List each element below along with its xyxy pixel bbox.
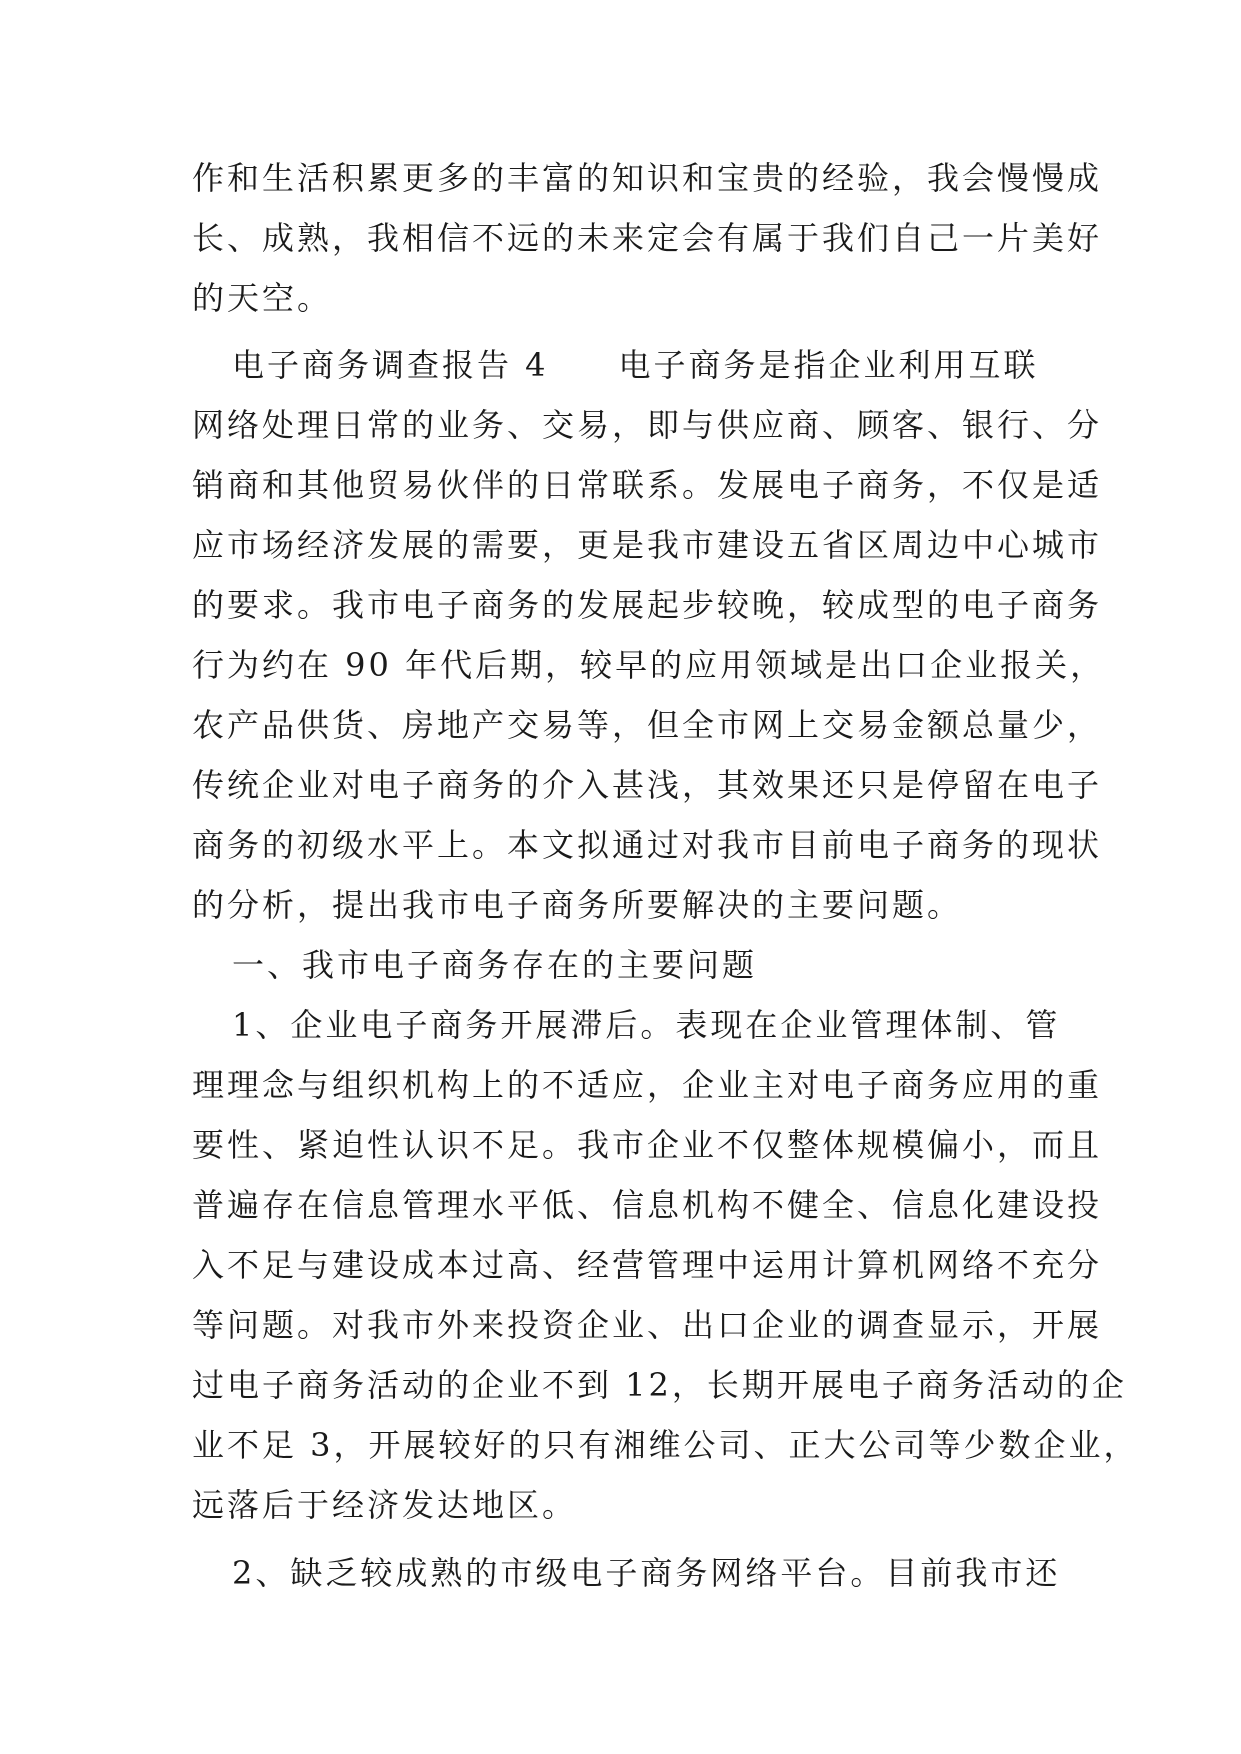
paragraph-line: 等问题。对我市外来投资企业、出口企业的调查显示，开展 [192,1306,1103,1344]
body-text [192,148,1139,1603]
paragraph-line: 的要求。我市电子商务的发展起步较晚，较成型的电子商务 [192,586,1103,624]
paragraph-line: 销商和其他贸易伙伴的日常联系。发展电子商务，不仅是适 [192,466,1103,504]
paragraph-line: 商务的初级水平上。本文拟通过对我市目前电子商务的现状 [192,826,1103,864]
paragraph-line: 传统企业对电子商务的介入甚浅，其效果还只是停留在电子 [192,766,1103,804]
paragraph-line: 长、成熟，我相信不远的未来定会有属于我们自己一片美好 [192,219,1103,257]
paragraph-line: 远落后于经济发达地区。 [192,1486,578,1524]
paragraph-line: 业不足 3，开展较好的只有湘维公司、正大公司等少数企业， [192,1426,1139,1464]
paragraph-line: 要性、紧迫性认识不足。我市企业不仅整体规模偏小，而且 [192,1126,1103,1164]
paragraph-line: 1、企业电子商务开展滞后。表现在企业管理体制、管 [232,1006,1061,1044]
section-heading: 一、我市电子商务存在的主要问题 [232,946,758,984]
paragraph-line: 应市场经济发展的需要，更是我市建设五省区周边中心城市 [192,526,1103,564]
section-heading-line: 电子商务调查报告 4 电子商务是指企业利用互联 [232,346,1039,384]
paragraph-line: 2、缺乏较成熟的市级电子商务网络平台。目前我市还 [232,1554,1061,1592]
paragraph-line: 理理念与组织机构上的不适应，企业主对电子商务应用的重 [192,1066,1103,1104]
paragraph-line: 过电子商务活动的企业不到 12，长期开展电子商务活动的企 [192,1366,1127,1404]
paragraph-line: 的分析，提出我市电子商务所要解决的主要问题。 [192,886,963,924]
paragraph-line: 作和生活积累更多的丰富的知识和宝贵的经验，我会慢慢成 [192,159,1103,197]
paragraph-line: 入不足与建设成本过高、经营管理中运用计算机网络不充分 [192,1246,1103,1284]
paragraph-line: 网络处理日常的业务、交易，即与供应商、顾客、银行、分 [192,406,1103,444]
paragraph-line: 行为约在 90 年代后期，较早的应用领域是出口企业报关， [192,646,1106,684]
paragraph-line: 普遍存在信息管理水平低、信息机构不健全、信息化建设投 [192,1186,1103,1224]
paragraph-line: 的天空。 [192,279,333,317]
paragraph-line: 农产品供货、房地产交易等，但全市网上交易金额总量少， [192,706,1103,744]
